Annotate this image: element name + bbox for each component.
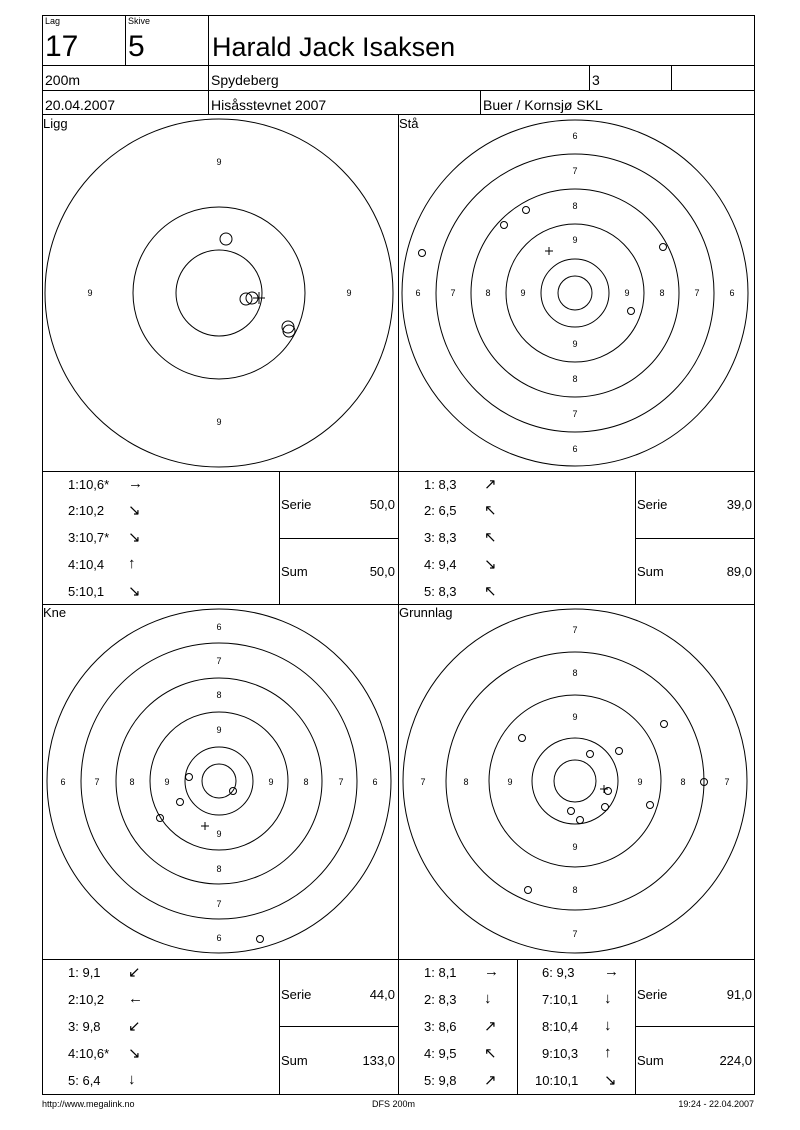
shot-row: 4:10,6* (68, 1046, 110, 1061)
group-center-mark (600, 785, 608, 793)
shot-hole (660, 244, 667, 251)
footer-timestamp: 19:24 - 22.04.2007 (678, 1099, 754, 1109)
shot-row: 4:10,4 (68, 557, 105, 572)
shot-row: 6: 9,3 (542, 965, 575, 980)
shot-row: 5:10,1 (68, 584, 105, 599)
target-grunnlag (399, 605, 754, 959)
shot-hole (616, 748, 623, 755)
shot-hole (501, 222, 508, 229)
ring-label: 6 (216, 933, 222, 943)
ring-label: 6 (372, 777, 378, 787)
serie-value: 50,0 (369, 497, 395, 512)
ring-staa-7 (436, 154, 714, 432)
ring-label: 8 (659, 288, 665, 298)
ring-label: 9 (216, 829, 222, 839)
shot-row: 5: 6,4 (68, 1073, 101, 1088)
target-kne (43, 605, 398, 959)
shot-direction-arrow-icon: ↙ (128, 964, 141, 981)
distance: 200m (45, 72, 81, 88)
ring-ligg-9 (45, 119, 393, 467)
group-center-mark (201, 822, 209, 830)
serie-value: 44,0 (369, 987, 395, 1002)
serie-label: Serie (637, 497, 668, 512)
class: 3 (592, 72, 600, 88)
shot-row: 3:10,7* (68, 530, 110, 545)
sum-label: Sum (637, 564, 664, 579)
shot-hole (523, 207, 530, 214)
shot-direction-arrow-icon: ↓ (484, 990, 492, 1007)
date: 20.04.2007 (45, 97, 116, 113)
skive-label: Skive (128, 16, 151, 26)
ring-label: 8 (572, 668, 578, 678)
shooter-name: Harald Jack Isaksen (212, 32, 456, 62)
shot-row: 1: 9,1 (68, 965, 101, 980)
ring-label: 7 (450, 288, 456, 298)
serie-value: 91,0 (726, 987, 752, 1002)
serie-value: 39,0 (726, 497, 752, 512)
shot-direction-arrow-icon: ↘ (128, 1045, 141, 1062)
shot-direction-arrow-icon: ↑ (604, 1044, 612, 1061)
ring-label: 8 (216, 864, 222, 874)
group-center-mark (253, 292, 265, 304)
shot-hole (419, 250, 426, 257)
shot-hole (220, 233, 232, 245)
shot-hole (647, 802, 654, 809)
shot-direction-arrow-icon: ↓ (604, 1017, 612, 1034)
shot-direction-arrow-icon: ↖ (484, 1045, 497, 1062)
panel-title-staa: Stå (399, 116, 419, 131)
lag-label: Lag (45, 16, 61, 26)
ring-label: 7 (724, 777, 730, 787)
ring-grunnlag-8 (446, 652, 704, 910)
shot-row: 5: 9,8 (424, 1073, 457, 1088)
ring-label: 7 (572, 166, 578, 176)
lag-value: 17 (45, 30, 79, 63)
ring-label: 7 (216, 899, 222, 909)
shot-direction-arrow-icon: → (484, 963, 499, 980)
ring-label: 9 (216, 157, 222, 167)
ring-label: 7 (420, 777, 426, 787)
serie-label: Serie (281, 987, 312, 1002)
shot-row: 2:10,2 (68, 992, 105, 1007)
shot-row: 2: 8,3 (424, 992, 457, 1007)
ring-label: 7 (216, 656, 222, 666)
shot-row: 1:10,6* (68, 477, 110, 492)
ring-ligg-10 (133, 207, 305, 379)
shot-row: 5: 8,3 (424, 584, 457, 599)
shot-row: 7:10,1 (542, 992, 579, 1007)
ring-label: 8 (216, 690, 222, 700)
ring-staa-inner (558, 276, 592, 310)
shot-direction-arrow-icon: ↘ (604, 1072, 617, 1089)
ring-label: 9 (216, 417, 222, 427)
shot-direction-arrow-icon: ↑ (128, 555, 136, 572)
ring-label: 6 (572, 131, 578, 141)
ring-label: 7 (572, 625, 578, 635)
shot-hole (186, 774, 193, 781)
ring-grunnlag-10 (532, 738, 618, 824)
shot-hole (157, 815, 164, 822)
skive-value: 5 (128, 30, 145, 63)
shot-row: 1: 8,3 (424, 477, 457, 492)
ring-label: 6 (729, 288, 735, 298)
sum-value: 89,0 (726, 564, 752, 579)
shot-row: 2: 6,5 (424, 503, 457, 518)
ring-kne-inner (202, 764, 236, 798)
shot-hole (283, 325, 295, 337)
ring-label: 9 (346, 288, 352, 298)
shot-direction-arrow-icon: ↗ (484, 1018, 497, 1035)
shot-row: 3: 8,3 (424, 530, 457, 545)
target-staa (399, 115, 754, 471)
sum-label: Sum (281, 564, 308, 579)
group-center-mark (545, 247, 553, 255)
ring-label: 9 (87, 288, 93, 298)
shot-direction-arrow-icon: → (128, 475, 143, 492)
shot-hole (661, 721, 668, 728)
panel-title-ligg: Ligg (43, 116, 68, 131)
ring-label: 9 (572, 339, 578, 349)
ring-label: 7 (694, 288, 700, 298)
panel-title-grunnlag: Grunnlag (399, 605, 453, 620)
ring-kne-10 (185, 747, 253, 815)
footer-link[interactable]: http://www.megalink.no (42, 1099, 135, 1109)
event-name: Hisåsstevnet 2007 (211, 97, 327, 113)
ring-label: 7 (572, 409, 578, 419)
ring-kne-7 (81, 643, 357, 919)
shot-direction-arrow-icon: ← (128, 990, 143, 1007)
range-name: Buer / Kornsjø SKL (483, 97, 603, 113)
shot-hole (568, 808, 575, 815)
panel-title-kne: Kne (43, 605, 67, 620)
ring-label: 6 (60, 777, 66, 787)
ring-grunnlag-inner (554, 760, 596, 802)
ring-label: 6 (415, 288, 421, 298)
ring-label: 7 (338, 777, 344, 787)
shot-direction-arrow-icon: ↓ (604, 990, 612, 1007)
shot-direction-arrow-icon: → (604, 963, 619, 980)
sum-label: Sum (281, 1053, 308, 1068)
sum-value: 224,0 (719, 1053, 752, 1068)
footer-center-text: DFS 200m (372, 1099, 416, 1109)
ring-label: 9 (164, 777, 170, 787)
ring-label: 8 (463, 777, 469, 787)
shot-hole (282, 321, 294, 333)
ring-staa-10 (541, 259, 609, 327)
ring-label: 6 (572, 444, 578, 454)
ring-label: 9 (520, 288, 526, 298)
ring-label: 8 (572, 201, 578, 211)
ring-label: 9 (507, 777, 513, 787)
shot-row: 3: 8,6 (424, 1019, 457, 1034)
serie-label: Serie (637, 987, 668, 1002)
shot-direction-arrow-icon: ↓ (128, 1071, 136, 1088)
ring-kne-8 (116, 678, 322, 884)
shot-hole (602, 804, 609, 811)
ring-label: 9 (637, 777, 643, 787)
shot-row: 10:10,1 (535, 1073, 579, 1088)
shot-row: 9:10,3 (542, 1046, 579, 1061)
ring-label: 7 (572, 929, 578, 939)
ring-label: 8 (303, 777, 309, 787)
shot-hole (577, 817, 584, 824)
shot-direction-arrow-icon: ↖ (484, 583, 497, 600)
shot-row: 2:10,2 (68, 503, 105, 518)
shot-hole (525, 887, 532, 894)
ring-label: 9 (572, 842, 578, 852)
ring-label: 9 (572, 235, 578, 245)
shot-row: 8:10,4 (542, 1019, 579, 1034)
shot-row: 1: 8,1 (424, 965, 457, 980)
ring-label: 9 (624, 288, 630, 298)
ring-staa-8 (471, 189, 679, 397)
shot-hole (587, 751, 594, 758)
shot-direction-arrow-icon: ↗ (484, 476, 497, 493)
ring-label: 8 (572, 374, 578, 384)
club: Spydeberg (211, 72, 279, 88)
ring-label: 9 (268, 777, 274, 787)
shot-direction-arrow-icon: ↖ (484, 529, 497, 546)
shot-hole (177, 799, 184, 806)
shot-row: 4: 9,4 (424, 557, 457, 572)
sum-label: Sum (637, 1053, 664, 1068)
shot-hole (628, 308, 635, 315)
target-ligg (43, 115, 398, 471)
shot-direction-arrow-icon: ↘ (128, 583, 141, 600)
shot-direction-arrow-icon: ↘ (484, 556, 497, 573)
shot-hole (519, 735, 526, 742)
shot-hole (257, 936, 264, 943)
ring-label: 7 (94, 777, 100, 787)
ring-label: 8 (129, 777, 135, 787)
ring-label: 9 (216, 725, 222, 735)
ring-label: 8 (680, 777, 686, 787)
shot-direction-arrow-icon: ↙ (128, 1018, 141, 1035)
shot-direction-arrow-icon: ↘ (128, 529, 141, 546)
ring-label: 8 (572, 885, 578, 895)
shot-row: 4: 9,5 (424, 1046, 457, 1061)
ring-grunnlag-7 (403, 609, 747, 953)
shot-direction-arrow-icon: ↘ (128, 502, 141, 519)
ring-label: 9 (572, 712, 578, 722)
ring-label: 8 (485, 288, 491, 298)
shot-row: 3: 9,8 (68, 1019, 101, 1034)
shot-direction-arrow-icon: ↖ (484, 502, 497, 519)
sum-value: 50,0 (369, 564, 395, 579)
serie-label: Serie (281, 497, 312, 512)
shot-direction-arrow-icon: ↗ (484, 1072, 497, 1089)
ring-label: 6 (216, 622, 222, 632)
sum-value: 133,0 (362, 1053, 395, 1068)
